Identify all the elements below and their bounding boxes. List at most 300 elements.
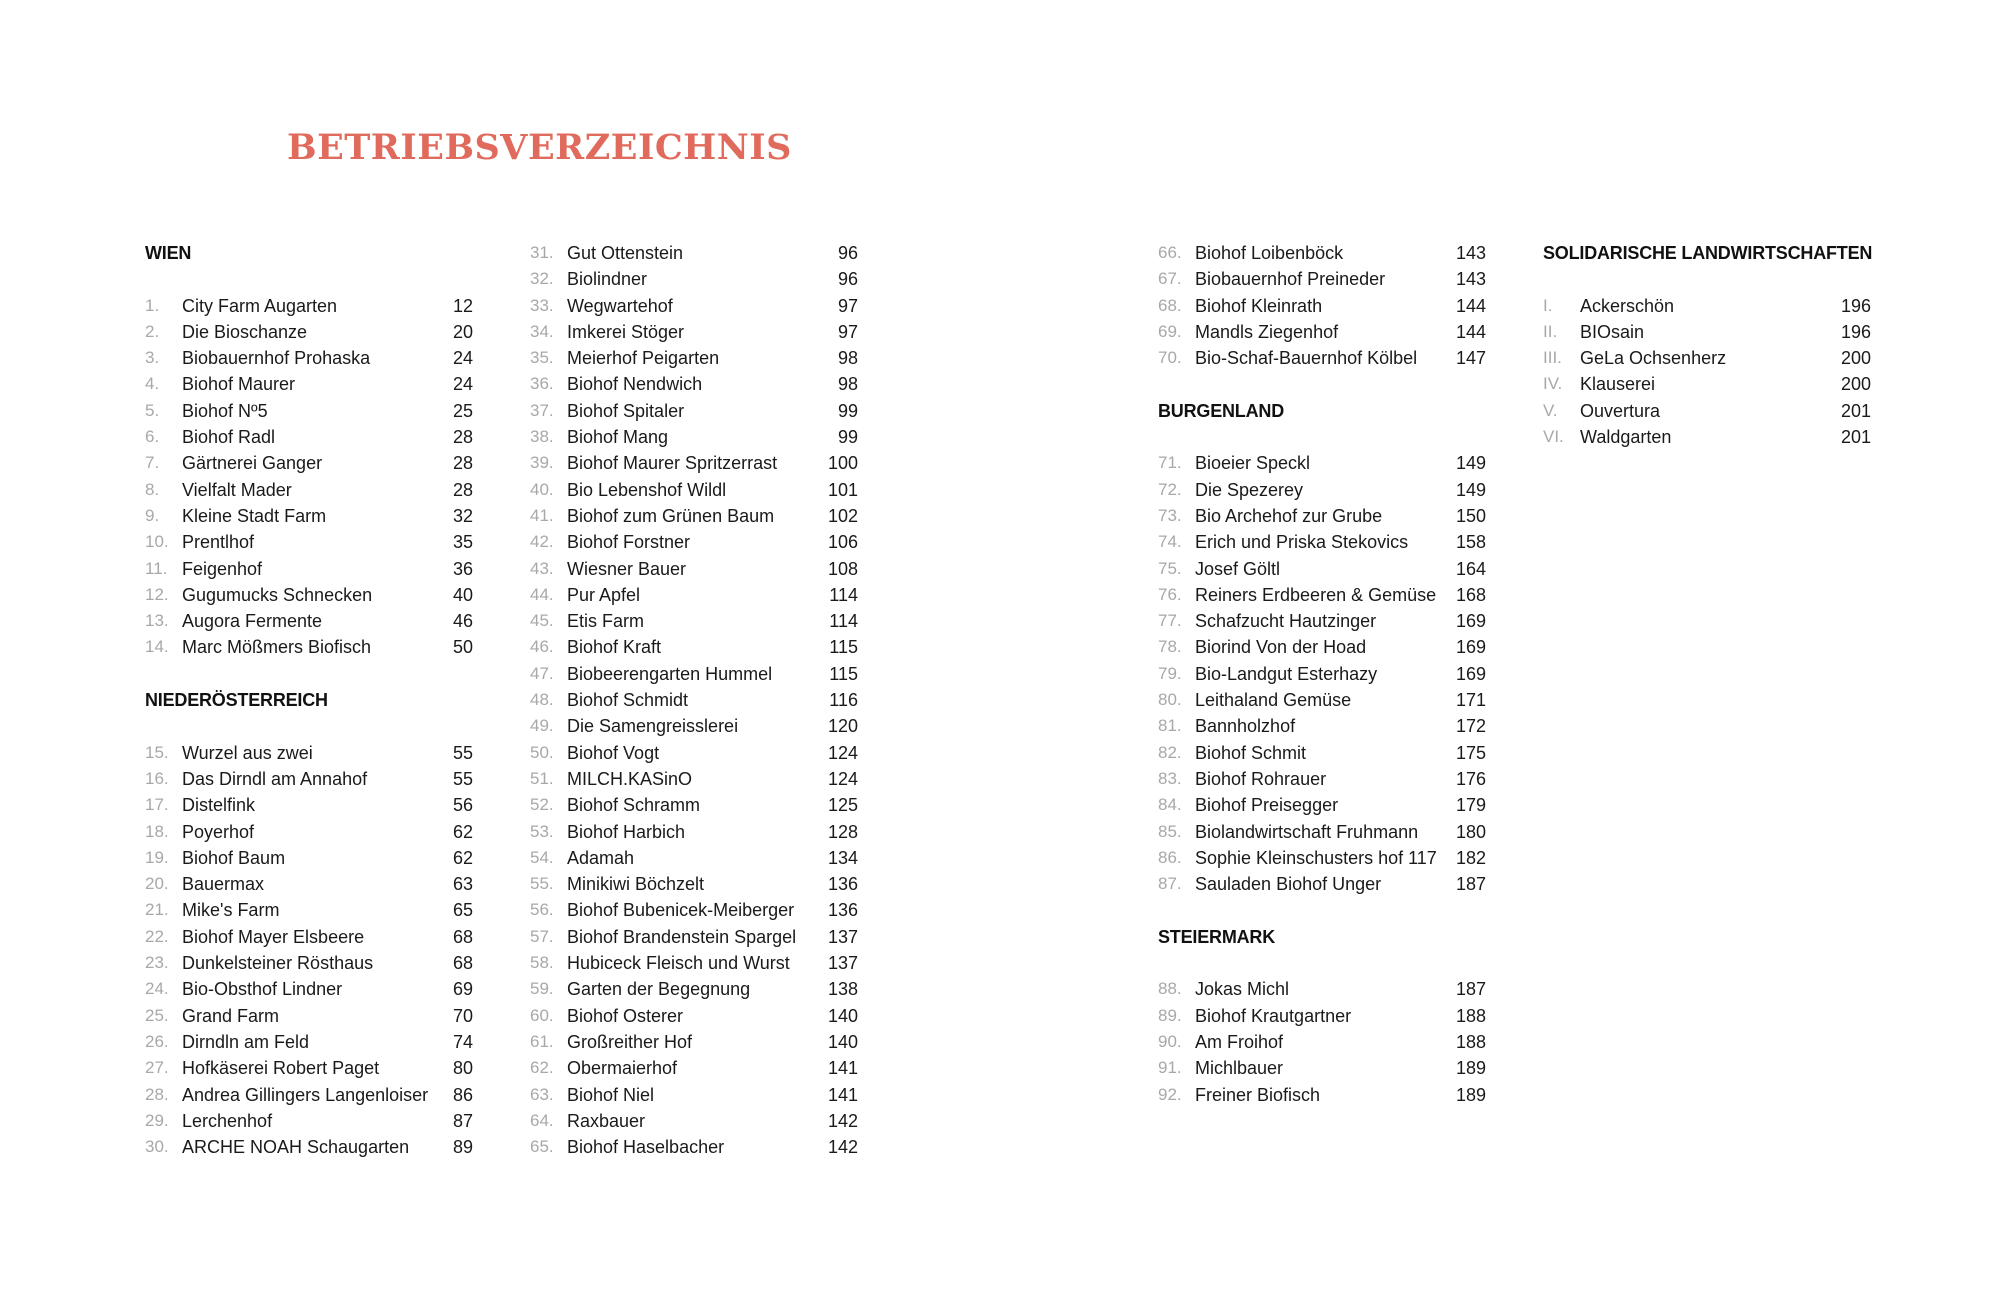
entry-page: 99 [837, 427, 858, 448]
entry-page: 144 [1455, 321, 1486, 342]
index-entry [1543, 371, 1873, 397]
entry-page: 101 [827, 479, 858, 500]
index-entry [530, 450, 860, 476]
index-column-3 [1158, 240, 1488, 1108]
entry-name: Biohof Mang [567, 427, 669, 448]
entry-number: 50. [530, 742, 554, 762]
index-entry [145, 1082, 475, 1108]
entry-name: Die Bioschanze [182, 321, 308, 342]
entry-page: 55 [452, 768, 473, 789]
index-entry [530, 608, 860, 634]
entry-name: Hubiceck Fleisch und Wurst [567, 953, 790, 974]
entry-number: 89. [1158, 1005, 1182, 1025]
entry-page: 180 [1455, 821, 1486, 842]
entry-page: 86 [452, 1084, 473, 1105]
index-entry [530, 293, 860, 319]
entry-page: 169 [1455, 663, 1486, 684]
entry-page: 87 [452, 1110, 473, 1131]
entry-number: 12. [145, 584, 169, 604]
entry-number: 91. [1158, 1058, 1182, 1078]
index-entry [530, 556, 860, 582]
entry-name: Jokas Michl [1195, 979, 1290, 1000]
entry-page: 168 [1455, 584, 1486, 605]
entry-page: 147 [1455, 348, 1486, 369]
entry-number: 49. [530, 716, 554, 736]
entry-name: Gärtnerei Ganger [182, 453, 323, 474]
entry-number: 72. [1158, 479, 1182, 499]
entry-name: Dirndln am Feld [182, 1031, 310, 1052]
index-entry [145, 371, 475, 397]
entry-page: 142 [827, 1137, 858, 1158]
entry-page: 189 [1455, 1084, 1486, 1105]
entry-page: 24 [452, 348, 473, 369]
entry-name: Sophie Kleinschusters hof 117 [1195, 847, 1437, 868]
entry-number: II. [1543, 321, 1558, 341]
entry-number: 37. [530, 400, 554, 420]
index-entry [1158, 687, 1488, 713]
entry-name: Mandls Ziegenhof [1195, 321, 1339, 342]
entry-name: Biolindner [567, 269, 648, 290]
index-entry [145, 766, 475, 792]
entry-number: I. [1543, 295, 1553, 315]
entry-page: 158 [1455, 532, 1486, 553]
entry-name: Waldgarten [1580, 427, 1672, 448]
entry-name: Leithaland Gemüse [1195, 690, 1352, 711]
index-entry [145, 819, 475, 845]
index-entry [1158, 792, 1488, 818]
entry-name: Freiner Biofisch [1195, 1084, 1321, 1105]
index-entry [145, 740, 475, 766]
index-entry [145, 582, 475, 608]
index-entry [530, 477, 860, 503]
entry-page: 62 [452, 821, 473, 842]
index-entry [530, 871, 860, 897]
index-entry [1158, 1003, 1488, 1029]
entry-name: Die Samengreisslerei [567, 716, 739, 737]
index-entry [530, 529, 860, 555]
entry-number: III. [1543, 348, 1562, 368]
entry-page: 99 [837, 400, 858, 421]
entry-page: 136 [827, 874, 858, 895]
entry-name: Biohof Bubenicek-Meiberger [567, 900, 795, 921]
entry-name: Biohof Schmit [1195, 742, 1307, 763]
entry-number: 45. [530, 611, 554, 631]
index-entry [530, 897, 860, 923]
index-entry [1543, 424, 1873, 450]
index-entry [145, 897, 475, 923]
entry-number: 40. [530, 479, 554, 499]
entry-number: 81. [1158, 716, 1182, 736]
index-entry [1158, 345, 1488, 371]
entry-name: Biobeerengarten Hummel [567, 663, 773, 684]
entry-number: 75. [1158, 558, 1182, 578]
index-entry [530, 424, 860, 450]
entry-page: 28 [452, 453, 473, 474]
index-entry [530, 398, 860, 424]
entry-name: Biohof Osterer [567, 1005, 684, 1026]
entry-name: Biohof zum Grünen Baum [567, 505, 775, 526]
index-entry [530, 634, 860, 660]
index-entry [1158, 713, 1488, 739]
index-entry [1158, 319, 1488, 345]
index-entry [145, 1003, 475, 1029]
index-entry [1158, 529, 1488, 555]
entry-number: 79. [1158, 663, 1182, 683]
entry-page: 176 [1455, 768, 1486, 789]
index-entry [145, 1108, 475, 1134]
entry-page: 182 [1455, 847, 1486, 868]
entry-page: 97 [837, 295, 858, 316]
entry-name: Biohof Radl [182, 427, 276, 448]
entry-number: 56. [530, 900, 554, 920]
entry-name: Erich und Priska Stekovics [1195, 532, 1409, 553]
index-entry [1158, 293, 1488, 319]
entry-number: 7. [145, 453, 160, 473]
entry-name: Biohof Forstner [567, 532, 691, 553]
entry-name: Grand Farm [182, 1005, 280, 1026]
entry-name: Biohof Preisegger [1195, 795, 1339, 816]
section-heading: STEIERMARK [1158, 926, 1276, 947]
entry-number: 92. [1158, 1084, 1182, 1104]
entry-name: Wurzel aus zwei [182, 742, 313, 763]
entry-page: 63 [452, 874, 473, 895]
entry-page: 12 [452, 295, 473, 316]
index-entry [530, 345, 860, 371]
entry-name: Biohof Vogt [567, 742, 660, 763]
entry-name: MILCH.KASinO [567, 768, 693, 789]
entry-page: 200 [1840, 374, 1871, 395]
entry-name: Biohof Kleinrath [1195, 295, 1323, 316]
index-entry [1158, 634, 1488, 660]
entry-number: 68. [1158, 295, 1182, 315]
entry-page: 106 [827, 532, 858, 553]
index-column-2 [530, 240, 860, 1160]
entry-name: Sauladen Biohof Unger [1195, 874, 1382, 895]
entry-number: 80. [1158, 690, 1182, 710]
entry-page: 143 [1455, 269, 1486, 290]
entry-name: Biohof Niel [567, 1084, 655, 1105]
entry-name: Ouvertura [1580, 400, 1661, 421]
index-entry [145, 450, 475, 476]
index-entry [1158, 503, 1488, 529]
entry-number: 83. [1158, 768, 1182, 788]
entry-page: 141 [827, 1084, 858, 1105]
entry-name: Biohof Kraft [567, 637, 662, 658]
index-entry [145, 398, 475, 424]
entry-name: Mike's Farm [182, 900, 280, 921]
entry-name: Biohof Brandenstein Spargel [567, 926, 797, 947]
entry-page: 89 [452, 1137, 473, 1158]
entry-page: 116 [829, 690, 858, 711]
index-entry [1158, 477, 1488, 503]
entry-name: Biohof Harbich [567, 821, 686, 842]
entry-number: 33. [530, 295, 554, 315]
index-entry [145, 792, 475, 818]
entry-page: 189 [1455, 1058, 1486, 1079]
entry-number: 46. [530, 637, 554, 657]
entry-name: Biobauernhof Prohaska [182, 348, 371, 369]
entry-name: Meierhof Peigarten [567, 348, 720, 369]
entry-page: 28 [452, 479, 473, 500]
entry-page: 169 [1455, 611, 1486, 632]
entry-number: 18. [145, 821, 169, 841]
entry-number: 3. [145, 348, 160, 368]
entry-page: 98 [837, 374, 858, 395]
index-entry [145, 1134, 475, 1160]
entry-page: 25 [452, 400, 473, 421]
entry-number: 85. [1158, 821, 1182, 841]
index-entry [530, 1108, 860, 1134]
entry-number: 44. [530, 584, 554, 604]
entry-page: 134 [827, 847, 858, 868]
entry-number: 90. [1158, 1031, 1182, 1051]
index-entry [1543, 398, 1873, 424]
entry-number: 54. [530, 847, 554, 867]
index-entry [530, 371, 860, 397]
entry-number: 31. [530, 243, 554, 262]
entry-number: 60. [530, 1005, 554, 1025]
entry-name: Vielfalt Mader [182, 479, 292, 500]
entry-number: 24. [145, 979, 169, 999]
entry-name: Biobauernhof Preineder [1195, 269, 1386, 290]
entry-name: Biohof Rohrauer [1195, 768, 1327, 789]
index-entry [145, 950, 475, 976]
index-entry [530, 1134, 860, 1160]
index-entry [530, 1003, 860, 1029]
entry-name: Wiesner Bauer [567, 558, 687, 579]
entry-number: 47. [530, 663, 554, 683]
entry-page: 102 [827, 505, 858, 526]
entry-number: 52. [530, 795, 554, 815]
index-entry [145, 477, 475, 503]
entry-name: Poyerhof [182, 821, 255, 842]
entry-name: Biorind Von der Hoad [1195, 637, 1367, 658]
entry-number: 1. [145, 295, 160, 315]
entry-number: 64. [530, 1110, 554, 1130]
entry-name: Reiners Erdbeeren & Gemüse [1195, 584, 1437, 605]
entry-name: Biolandwirtschaft Fruhmann [1195, 821, 1419, 842]
entry-page: 164 [1455, 558, 1486, 579]
index-entry [145, 319, 475, 345]
index-column-4 [1543, 240, 1873, 450]
entry-number: 67. [1158, 269, 1182, 289]
entry-number: 20. [145, 874, 169, 894]
entry-page: 80 [452, 1058, 473, 1079]
entry-page: 169 [1455, 637, 1486, 658]
entry-number: 14. [145, 637, 169, 657]
entry-page: 24 [452, 374, 473, 395]
entry-page: 179 [1455, 795, 1486, 816]
index-entry [1543, 345, 1873, 371]
entry-number: 86. [1158, 847, 1182, 867]
entry-number: 58. [530, 953, 554, 973]
entry-page: 142 [827, 1110, 858, 1131]
entry-name: Bio Lebenshof Wildl [567, 479, 727, 500]
index-entry [145, 845, 475, 871]
index-entry [145, 871, 475, 897]
entry-name: Biohof Mayer Elsbeere [182, 926, 365, 947]
entry-number: 87. [1158, 874, 1182, 894]
entry-page: 114 [829, 584, 858, 605]
index-entry [145, 608, 475, 634]
index-entry [145, 1029, 475, 1055]
entry-number: 69. [1158, 321, 1182, 341]
entry-page: 96 [837, 243, 858, 263]
entry-number: 15. [145, 742, 169, 762]
entry-number: 32. [530, 269, 554, 289]
index-entry [145, 345, 475, 371]
entry-number: 61. [530, 1031, 554, 1051]
index-entry [1158, 1082, 1488, 1108]
entry-number: 30. [145, 1137, 169, 1157]
entry-name: Prentlhof [182, 532, 255, 553]
entry-page: 128 [827, 821, 858, 842]
index-entry [530, 819, 860, 845]
section-heading: BURGENLAND [1158, 400, 1284, 421]
entry-number: 11. [145, 558, 168, 578]
entry-name: Distelfink [182, 795, 256, 816]
entry-page: 120 [827, 716, 858, 737]
index-entry [145, 556, 475, 582]
entry-name: Bauermax [182, 874, 265, 895]
entry-name: Imkerei Stöger [567, 321, 685, 342]
index-entry [1158, 1055, 1488, 1081]
entry-page: 171 [1455, 690, 1486, 711]
entry-number: 82. [1158, 742, 1182, 762]
entry-page: 68 [452, 953, 473, 974]
entry-name: Gugumucks Schnecken [182, 584, 373, 605]
index-entry [1158, 766, 1488, 792]
entry-page: 62 [452, 847, 473, 868]
entry-page: 114 [829, 611, 858, 632]
entry-number: 73. [1158, 505, 1182, 525]
entry-page: 115 [829, 637, 858, 658]
entry-number: 78. [1158, 637, 1182, 657]
entry-page: 65 [452, 900, 473, 921]
index-entry [1543, 293, 1873, 319]
entry-page: 125 [827, 795, 858, 816]
entry-number: 4. [145, 374, 160, 394]
entry-name: Dunkelsteiner Rösthaus [182, 953, 374, 974]
index-entry [1158, 582, 1488, 608]
index-entry [1158, 976, 1488, 1002]
entry-number: 57. [530, 926, 554, 946]
entry-name: Bio-Landgut Esterhazy [1195, 663, 1378, 684]
index-entry [530, 503, 860, 529]
entry-number: 22. [145, 926, 169, 946]
entry-name: Großreither Hof [567, 1031, 693, 1052]
entry-page: 140 [827, 1031, 858, 1052]
entry-name: Biohof Krautgartner [1195, 1005, 1352, 1026]
entry-name: Biohof Maurer [182, 374, 296, 395]
index-entry [530, 319, 860, 345]
entry-name: Am Froihof [1195, 1031, 1284, 1052]
entry-page: 149 [1455, 453, 1486, 474]
entry-name: Biohof Schramm [567, 795, 701, 816]
entry-page: 137 [827, 926, 858, 947]
entry-page: 74 [452, 1031, 473, 1052]
entry-page: 124 [827, 768, 858, 789]
entry-number: 2. [145, 321, 160, 341]
entry-name: Das Dirndl am Annahof [182, 768, 368, 789]
entry-page: 20 [452, 321, 473, 342]
entry-page: 69 [452, 979, 473, 1000]
entry-name: Feigenhof [182, 558, 263, 579]
entry-name: Kleine Stadt Farm [182, 505, 327, 526]
entry-page: 28 [452, 427, 473, 448]
entry-number: 66. [1158, 243, 1182, 262]
entry-page: 108 [827, 558, 858, 579]
entry-number: 48. [530, 690, 554, 710]
entry-number: 88. [1158, 979, 1182, 999]
entry-number: 63. [530, 1084, 554, 1104]
entry-page: 115 [829, 663, 858, 684]
entry-page: 36 [452, 558, 473, 579]
entry-page: 172 [1455, 716, 1486, 737]
entry-name: Augora Fermente [182, 611, 323, 632]
entry-number: 71. [1158, 453, 1182, 473]
entry-number: 77. [1158, 611, 1182, 631]
index-entry [1158, 871, 1488, 897]
entry-number: 36. [530, 374, 554, 394]
entry-number: 17. [145, 795, 169, 815]
page-title: BETRIEBSVERZEICHNIS [287, 127, 792, 168]
index-entry [1158, 556, 1488, 582]
index-entry [1158, 740, 1488, 766]
entry-page: 40 [452, 584, 473, 605]
entry-name: Schafzucht Hautzinger [1195, 611, 1377, 632]
entry-number: 29. [145, 1110, 169, 1130]
index-entry [530, 845, 860, 871]
entry-name: Bio-Schaf-Bauernhof Kölbel [1195, 348, 1418, 369]
entry-page: 188 [1455, 1031, 1486, 1052]
entry-page: 68 [452, 926, 473, 947]
entry-name: Bioeier Speckl [1195, 453, 1311, 474]
index-entry [145, 634, 475, 660]
index-entry [145, 1055, 475, 1081]
entry-page: 200 [1840, 348, 1871, 369]
index-entry [530, 740, 860, 766]
entry-number: 76. [1158, 584, 1182, 604]
entry-name: Bio Archehof zur Grube [1195, 505, 1383, 526]
entry-page: 98 [837, 348, 858, 369]
index-entry [145, 976, 475, 1002]
entry-number: 35. [530, 348, 554, 368]
entry-page: 143 [1455, 243, 1486, 263]
index-entry [1158, 450, 1488, 476]
entry-number: 6. [145, 427, 160, 447]
entry-page: 188 [1455, 1005, 1486, 1026]
entry-page: 56 [452, 795, 473, 816]
entry-name: Minikiwi Böchzelt [567, 874, 705, 895]
entry-number: 34. [530, 321, 554, 341]
section-heading: SOLIDARISCHE LANDWIRTSCHAFTEN [1543, 243, 1873, 263]
entry-number: 10. [145, 532, 169, 552]
index-entry [145, 924, 475, 950]
entry-number: 70. [1158, 348, 1182, 368]
index-entry [145, 503, 475, 529]
entry-number: IV. [1543, 374, 1563, 394]
entry-number: 84. [1158, 795, 1182, 815]
entry-name: Wegwartehof [567, 295, 673, 316]
entry-name: Lerchenhof [182, 1110, 273, 1131]
index-entry [530, 240, 860, 266]
entry-page: 124 [827, 742, 858, 763]
entry-number: 28. [145, 1084, 169, 1104]
entry-page: 32 [452, 505, 473, 526]
entry-page: 136 [827, 900, 858, 921]
entry-page: 46 [452, 611, 473, 632]
